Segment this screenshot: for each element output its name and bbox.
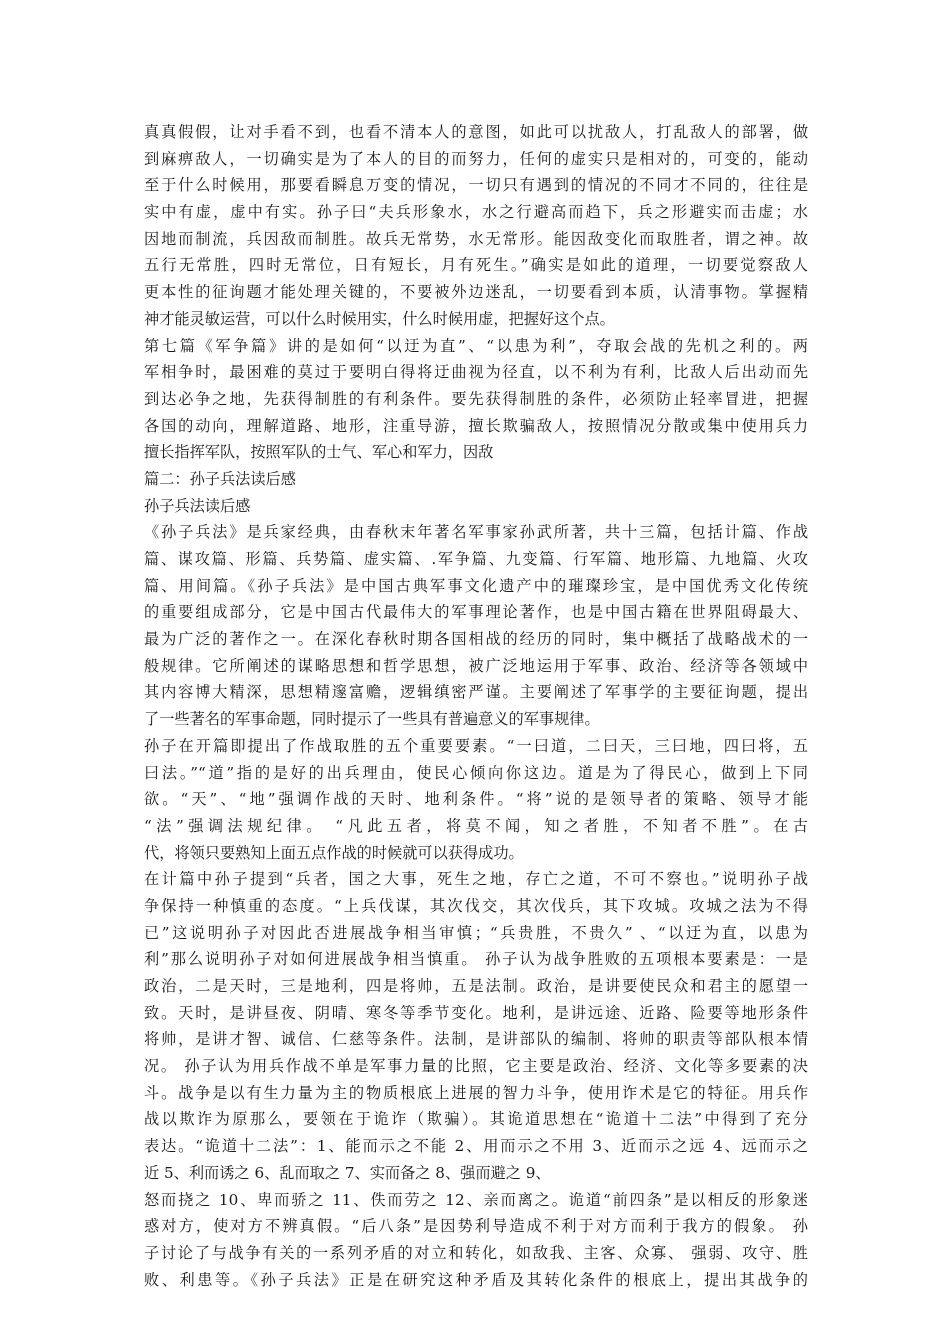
text-line: 更本性的征询题才能处理关键的，不要被外边迷乱，一切要看到本质，认清事物。掌握精	[144, 283, 808, 302]
text-line: 斗。战争是以有生力量为主的物质根底上进展的智力斗争，使用诈术是它的特征。用兵作	[144, 1083, 808, 1102]
text-line: 近 5、利而诱之 6、乱而取之 7、实而备之 8、强而避之 9、	[144, 1163, 551, 1182]
text-line: 到麻痹敌人，一切确实是为了本人的目的而努力，任何的虚实只是相对的，可变的，能动	[144, 149, 808, 168]
text-line: 争保持一种慎重的态度。“上兵伐谋，其次伐交，其次伐兵，其下攻城。攻城之法为不得	[144, 896, 808, 915]
text-line: 实中有虚，虚中有实。孙子曰“夫兵形象水，水之行避高而趋下，兵之形避实而击虚；水	[144, 203, 808, 222]
document-page	[144, 119, 808, 1293]
text-line: 表达。“诡道十二法”：1、能而示之不能 2、用而示之不用 3、近而示之远 4、远而示之	[144, 1137, 808, 1156]
text-line: 已”这说明孙子对因此否进展战争相当审慎；“兵贵胜，不贵久” 、“以迂为直，以患为	[144, 923, 808, 942]
text-line: “法”强调法规纪律。 “凡此五者，将莫不闻，知之者胜，不知者不胜”。在古	[144, 816, 808, 835]
text-line: 其内容博大精深，思想精邃富赡，逻辑缜密严谨。主要阐述了军事学的主要征询题，提出	[144, 683, 808, 702]
text-line: 政治，二是天时，三是地利，四是将帅，五是法制。政治，是讲要使民众和君主的愿望一	[144, 977, 808, 995]
text-line: 况。 孙子认为用兵作战不单是军事力量的比照，它主要是政治、经济、文化等多要素的决	[144, 1057, 808, 1076]
text-line: 将帅，是讲才智、诚信、仁慈等条件。法制，是讲部队的编制、将帅的职责等部队根本情	[144, 1030, 808, 1049]
text-line: 般规律。它所阐述的谋略思想和哲学思想，被广泛地运用于军事、政治、经济等各领域中	[144, 656, 808, 675]
text-line: 利”那么说明孙子对如何进展战争相当慎重。 孙子认为战争胜败的五项根本要素是：一是	[144, 950, 808, 969]
text-line: 五行无常胜，四时无常位，日有短长，月有死生。”确实是如此的道理，一切要觉察敌人	[144, 256, 808, 275]
text-line: 惑对方，使对方不辨真假。“后八条”是因势利导造成不利于对方而利于我方的假象。 孙	[144, 1217, 808, 1236]
text-line: 军相争时，最困难的莫过于要明白得将迂曲视为径直，以不利为有利，比敌人后出动而先	[144, 363, 808, 382]
text-line: 《孙子兵法》是兵家经典，由春秋末年著名军事家孙武所著，共十三篇，包括计篇、作战	[144, 523, 808, 542]
text-line: 第七篇《军争篇》讲的是如何“以迂为直”、“以患为利”，夺取会战的先机之利的。两	[144, 336, 808, 355]
text-line: 各国的动向，理解道路、地形，注重导游，擅长欺骗敌人，按照情况分散或集中使用兵力	[144, 416, 808, 435]
text-line: 最为广泛的著作之一。在深化春秋时期各国相战的经历的同时，集中概括了战略战术的一	[144, 630, 808, 649]
text-line: 怒而挠之 10、卑而骄之 11、佚而劳之 12、亲而离之。诡道“前四条”是以相反的形象迷	[144, 1190, 808, 1209]
text-line: 致。天时，是讲昼夜、阴晴、寒冬等季节变化。地利，是讲远途、近路、险要等地形条件	[144, 1003, 808, 1022]
text-line: 战以欺诈为原那么，要领在于诡诈（欺骗）。其诡道思想在“诡道十二法”中得到了充分	[144, 1110, 808, 1129]
text-line: 到达必争之地，先获得制胜的有利条件。要先获得制胜的条件，必须防止轻率冒进，把握	[144, 389, 808, 408]
text-line: 真真假假，让对手看不到，也看不清本人的意图，如此可以扰敌人，打乱敌人的部署，做	[144, 123, 808, 141]
text-line: 篇、用间篇。《孙子兵法》是中国古典军事文化遗产中的璀璨珍宝，是中国优秀文化传统	[144, 576, 808, 595]
text-line: 败、利患等。《孙子兵法》正是在研究这种矛盾及其转化条件的根底上，提出其战争的	[144, 1270, 808, 1289]
text-line: 在计篇中孙子提到“兵者，国之大事，死生之地，存亡之道，不可不察也。”说明孙子战	[144, 870, 808, 889]
text-line: 孙子在开篇即提出了作战取胜的五个重要要素。“一曰道，二曰天，三曰地，四曰将，五	[144, 736, 808, 755]
text-line: 孙子兵法读后感	[144, 496, 251, 515]
text-line: 代，将领只要熟知上面五点作战的时候就可以获得成功。	[144, 843, 524, 862]
text-line: 篇二：孙子兵法读后感	[144, 469, 296, 488]
text-line: 神才能灵敏运营，可以什么时候用实，什么时候用虚，把握好这个点。	[144, 309, 615, 328]
text-line: 了一些著名的军事命题，同时提示了一些具有普遍意义的军事规律。	[144, 710, 600, 729]
text-line: 至于什么时候用，那要看瞬息万变的情况，一切只有遇到的情况的不同才不同的，往往是	[144, 176, 808, 195]
text-line: 擅长指挥军队，按照军队的士气、军心和军力，因敌	[144, 443, 494, 462]
text-line: 曰法。”“道”指的是好的出兵理由，使民心倾向你这边。道是为了得民心，做到上下同	[144, 763, 808, 782]
text-line: 欲。“天”、“地”强调作战的天时、地利条件。“将”说的是领导者的策略、领导才能	[144, 790, 808, 809]
text-line: 因地而制流，兵因敌而制胜。故兵无常势，水无常形。能因敌变化而取胜者，谓之神。故	[144, 229, 808, 248]
text-line: 篇、谋攻篇、形篇、兵势篇、虚实篇、.军争篇、九变篇、行军篇、地形篇、九地篇、火攻	[144, 550, 808, 568]
text-line: 子讨论了与战争有关的一系列矛盾的对立和转化，如敌我、主客、众寡、 强弱、攻守、胜	[144, 1243, 808, 1262]
text-line: 的重要组成部分，它是中国古代最伟大的军事理论著作，也是中国古籍在世界阻碍最大、	[144, 603, 808, 622]
